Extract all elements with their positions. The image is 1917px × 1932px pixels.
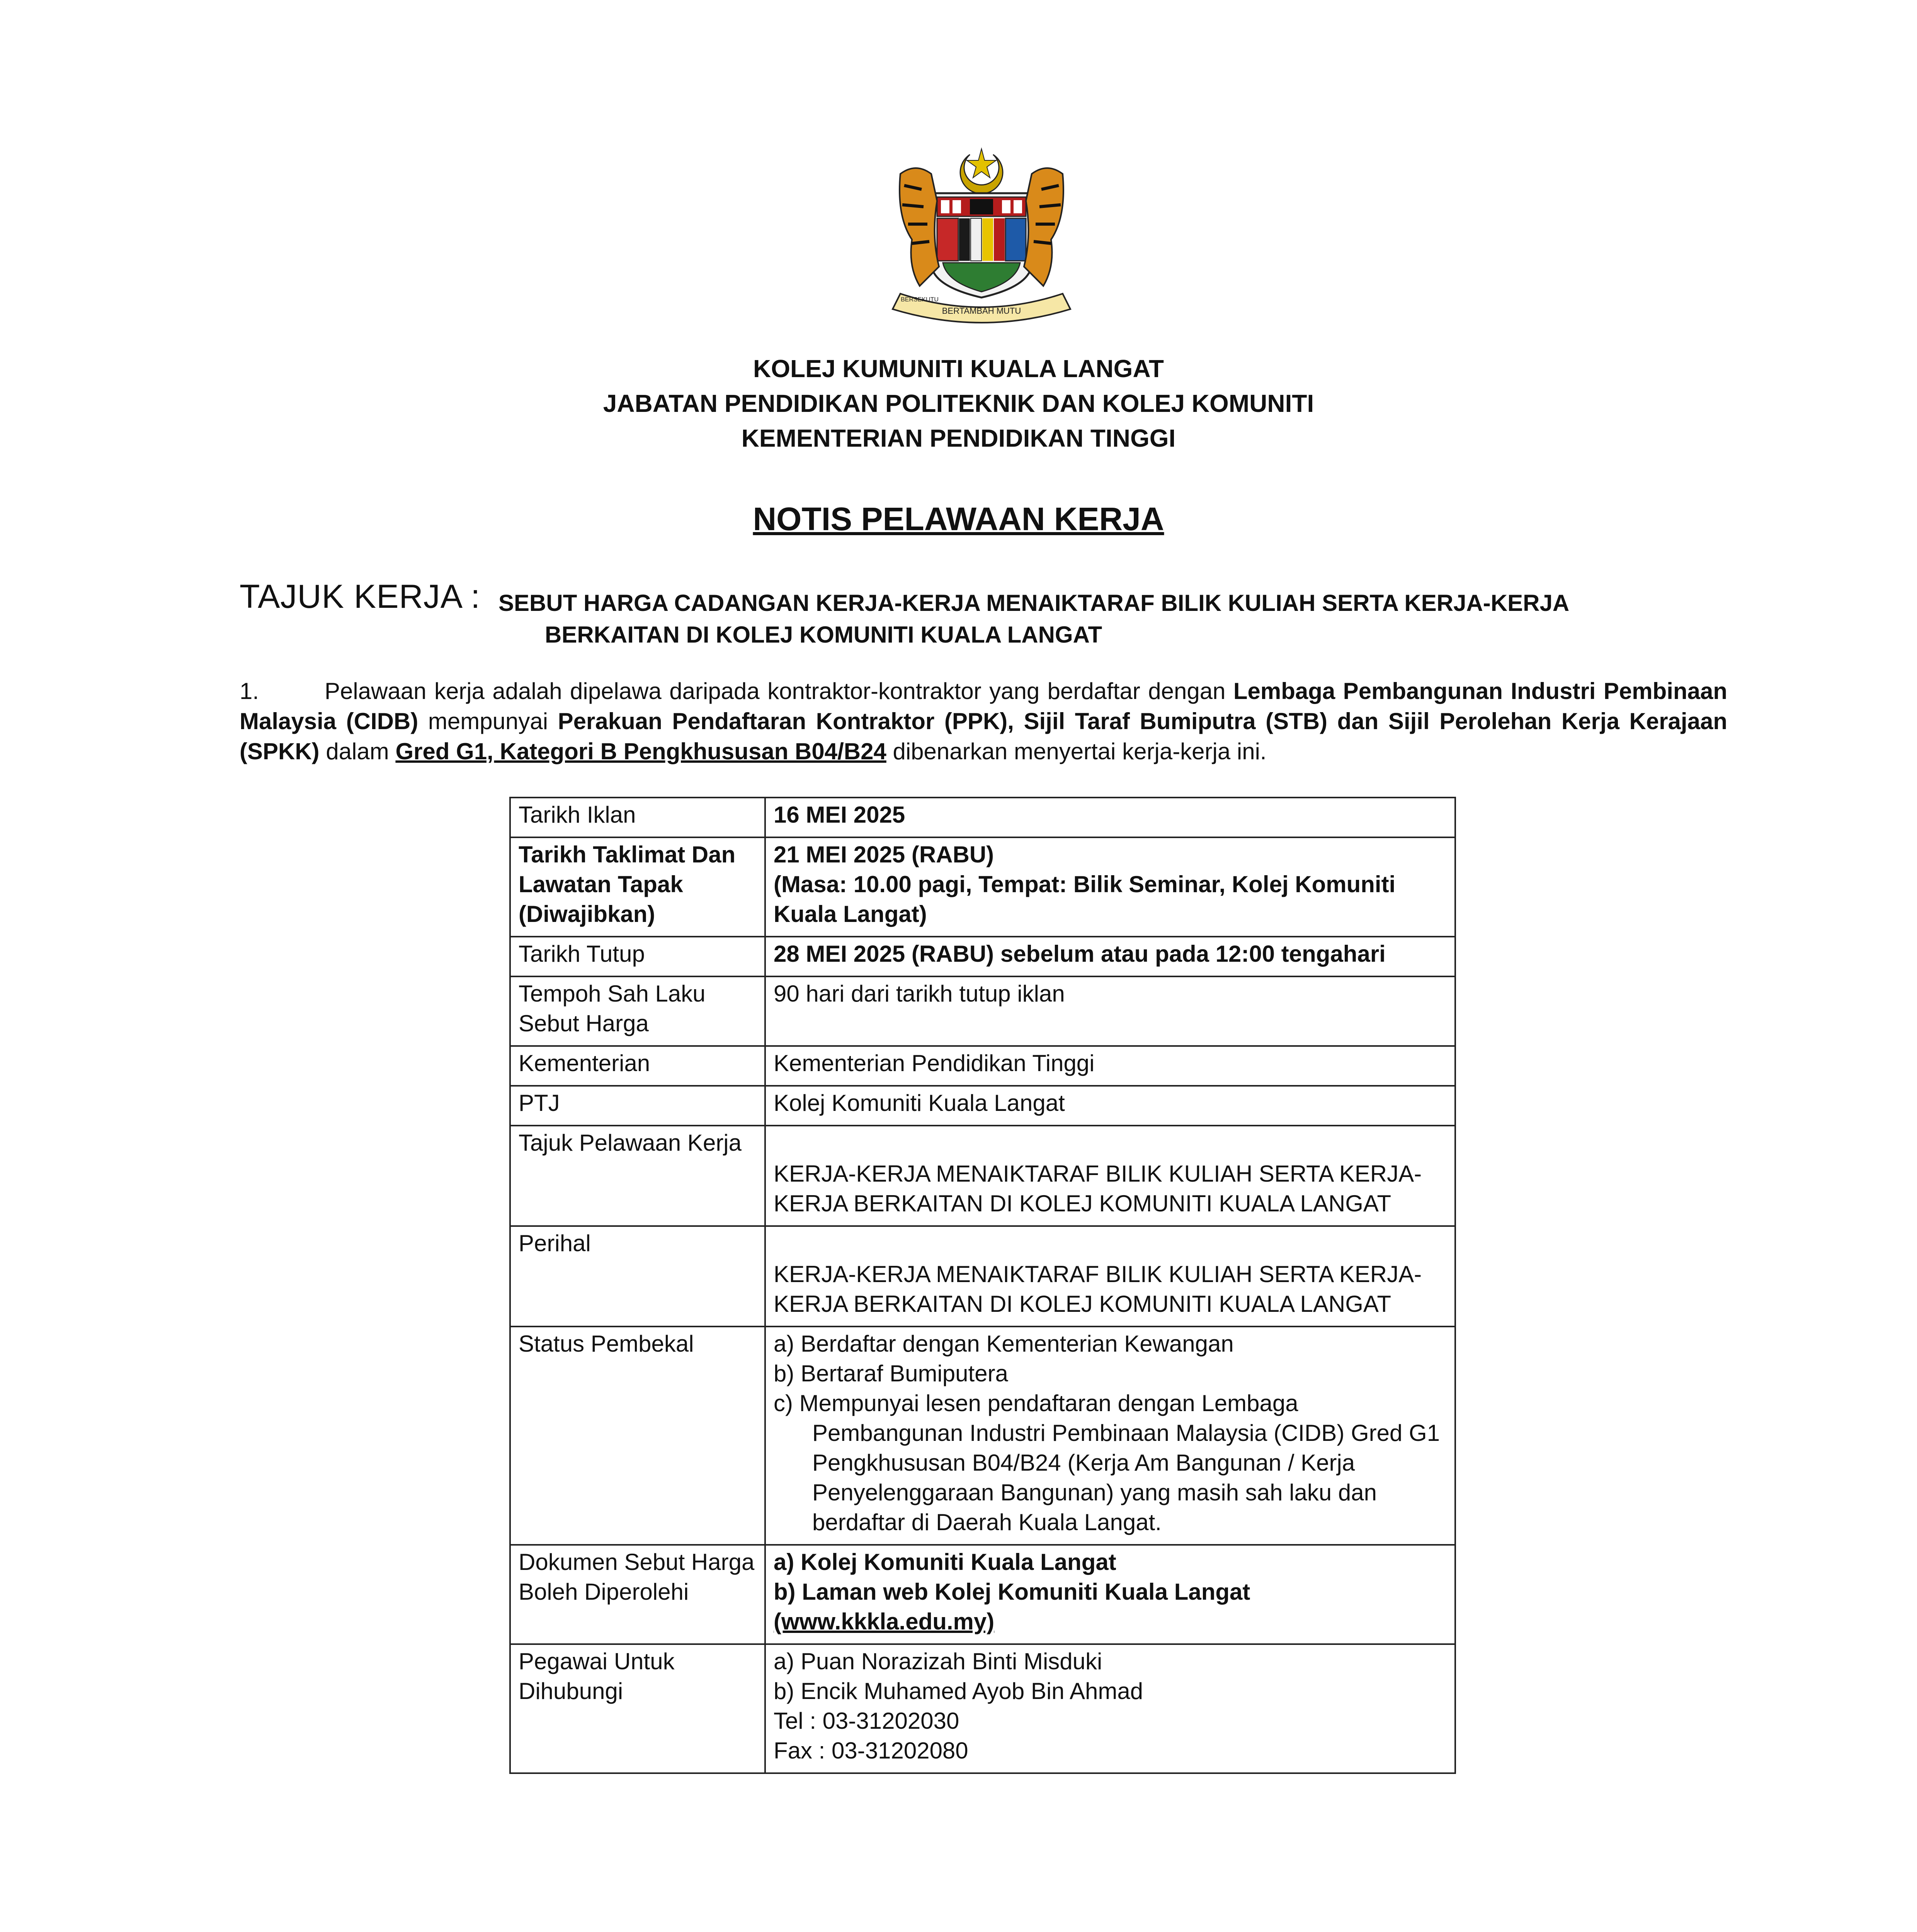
list-item: b) Bertaraf Bumiputera: [773, 1361, 1008, 1386]
para1-bold-2: Perakuan Pendaftaran Kontraktor (PPK), Sijil Taraf Bumiputra (STB) dan Sijil Perolehan Kerja Kerajaan (SPKK): [240, 708, 1727, 764]
notice-info-table: [509, 797, 1456, 1774]
paragraph-number: 1.: [240, 678, 259, 704]
contact-fax: Fax : 03-31202080: [773, 1738, 968, 1764]
dokumen-list: [774, 1547, 1447, 1636]
para1-text-2: mempunyai: [418, 708, 558, 734]
status-list: [774, 1329, 1447, 1537]
tajuk-title-line1: SEBUT HARGA CADANGAN KERJA-KERJA MENAIKTARAF BILIK KULIAH SERTA KERJA-KERJA: [498, 590, 1570, 616]
row-value: 90 hari dari tarikh tutup iklan: [765, 976, 1455, 1046]
row-value: [765, 1545, 1455, 1644]
table-row: [510, 1046, 1455, 1086]
coat-of-arms-icon: [854, 139, 1109, 332]
row-value: [765, 837, 1455, 937]
header-ministry: KEMENTERIAN PENDIDIKAN TINGGI: [741, 424, 1176, 452]
table-row: [510, 1126, 1455, 1226]
contact-1: a) Puan Norazizah Binti Misduki: [773, 1648, 1102, 1674]
row-value: 16 MEI 2025: [765, 798, 1455, 837]
website-link[interactable]: (www.kkkla.edu.my): [773, 1609, 995, 1634]
row-label: Tajuk Pelawaan Kerja: [510, 1126, 765, 1226]
row-label: PTJ: [510, 1086, 765, 1126]
taklimat-detail: (Masa: 10.00 pagi, Tempat: Bilik Seminar, Kolej Komuniti Kuala Langat): [773, 871, 1396, 927]
notice-title: NOTIS PELAWAAN KERJA: [753, 501, 1164, 537]
list-item: b) Laman web Kolej Komuniti Kuala Langat: [773, 1579, 1250, 1605]
row-value: [765, 1226, 1455, 1327]
row-label: Dokumen Sebut Harga Boleh Diperolehi: [510, 1545, 765, 1644]
table-row: [510, 837, 1455, 937]
row-label: Tarikh Tutup: [510, 937, 765, 976]
table-row: [510, 798, 1455, 837]
tajuk-title: [498, 587, 1735, 651]
row-label: Tarikh Iklan: [510, 798, 765, 837]
row-label: Tempoh Sah Laku Sebut Harga: [510, 976, 765, 1046]
list-item: a) Kolej Komuniti Kuala Langat: [773, 1549, 1116, 1575]
row-label: Status Pembekal: [510, 1327, 765, 1545]
list-item: [774, 1607, 1447, 1636]
crest-motto-text-left: BERSEKUTU: [901, 296, 939, 303]
taklimat-date: 21 MEI 2025 (RABU): [773, 842, 994, 867]
row-value: [765, 1126, 1455, 1226]
row-label: Kementerian: [510, 1046, 765, 1086]
tajuk-label: TAJUK KERJA :: [240, 578, 481, 615]
table-row: [510, 1226, 1455, 1327]
contact-2: b) Encik Muhamed Ayob Bin Ahmad: [773, 1678, 1143, 1704]
row-label: Tarikh Taklimat Dan Lawatan Tapak (Diwajibkan): [510, 837, 765, 937]
tajuk-title-line2: BERKAITAN DI KOLEJ KOMUNITI KUALA LANGAT: [545, 622, 1102, 648]
list-item: a) Berdaftar dengan Kementerian Kewangan: [773, 1331, 1234, 1357]
table-row: [510, 976, 1455, 1046]
para1-text-3: dalam: [319, 738, 396, 764]
tajuk-value: KERJA-KERJA MENAIKTARAF BILIK KULIAH SERTA KERJA-KERJA BERKAITAN DI KOLEJ KOMUNITI KUALA LANGAT: [773, 1161, 1422, 1216]
para1-grade: Gred G1, Kategori B Pengkhususan B04/B24: [395, 738, 886, 764]
header-department: JABATAN PENDIDIKAN POLITEKNIK DAN KOLEJ KOMUNITI: [603, 389, 1314, 417]
row-value: Kolej Komuniti Kuala Langat: [765, 1086, 1455, 1126]
para1-bold-1: Lembaga Pembangunan Industri Pembinaan Malaysia (CIDB): [240, 678, 1727, 734]
header-college-name: KOLEJ KUMUNITI KUALA LANGAT: [753, 355, 1164, 383]
list-item: c) Mempunyai lesen pendaftaran dengan Lembaga Pembangunan Industri Pembinaan Malaysia (CIDB) Gred G1 Pengkhususan B04/B24 (Kerja Am Bangunan / Kerja Penyelenggaraan Bangunan) yang masih sah laku dan berdaftar di Daerah Kuala Langat.: [773, 1390, 1440, 1535]
table-row: [510, 1086, 1455, 1126]
para1-text-4: dibenarkan menyertai kerja-kerja ini.: [886, 738, 1267, 764]
perihal-value: KERJA-KERJA MENAIKTARAF BILIK KULIAH SERTA KERJA-KERJA BERKAITAN DI KOLEJ KOMUNITI KUALA LANGAT: [773, 1261, 1422, 1317]
row-label: Perihal: [510, 1226, 765, 1327]
crest-motto-text: BERTAMBAH MUTU: [942, 306, 1021, 316]
table-row: [510, 1545, 1455, 1644]
row-value: [765, 1644, 1455, 1773]
row-value: [765, 1327, 1455, 1545]
row-value: Kementerian Pendidikan Tinggi: [765, 1046, 1455, 1086]
para1-text-1: Pelawaan kerja adalah dipelawa daripada kontraktor-kontraktor yang berdaftar dengan: [325, 678, 1233, 704]
table-row: [510, 1644, 1455, 1773]
row-label: Pegawai Untuk Dihubungi: [510, 1644, 765, 1773]
contact-tel: Tel : 03-31202030: [773, 1708, 959, 1734]
table-row: [510, 937, 1455, 976]
table-row: [510, 1327, 1455, 1545]
row-value: 28 MEI 2025 (RABU) sebelum atau pada 12:00 tengahari: [765, 937, 1455, 976]
paragraph-1: [240, 676, 1727, 767]
